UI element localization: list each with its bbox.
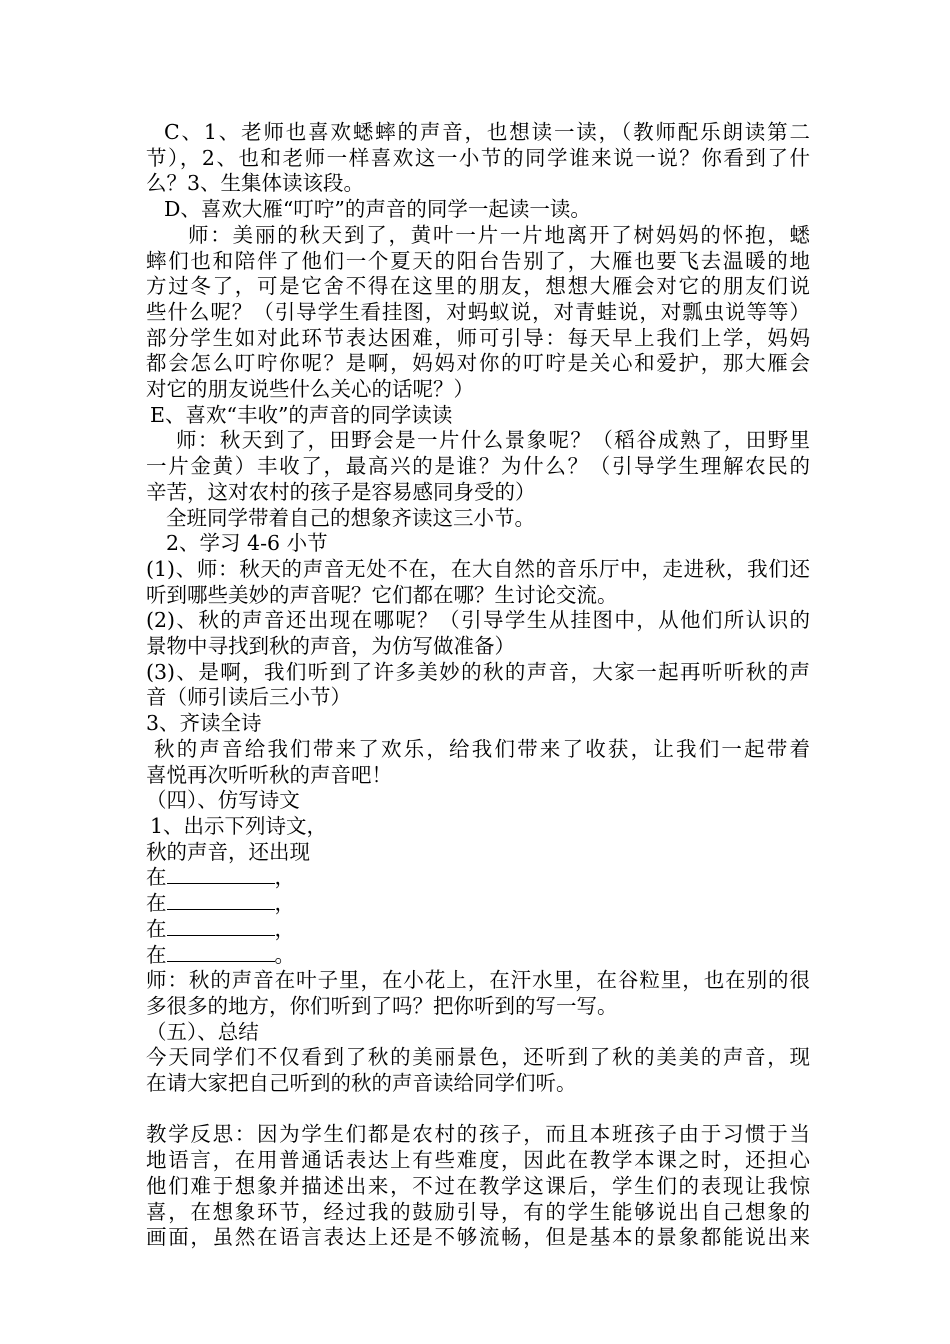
reflection-line: 画面，虽然在语言表达上还是不够流畅，但是基本的景象都能说出来: [146, 1225, 810, 1250]
paragraph-line: 么？3、生集体读该段。: [146, 171, 365, 196]
paragraph-line: 师：秋天到了，田野会是一片什么景象呢？（稻谷成熟了，田野里: [176, 428, 810, 453]
paragraph-line: 今天同学们不仅看到了秋的美丽景色，还听到了秋的美美的声音，现: [146, 1045, 810, 1070]
paragraph-line: 些什么呢？（引导学生看挂图，对蚂蚁说，对青蛙说，对瓢虫说等等）: [146, 299, 810, 324]
paragraph-line: (3)、是啊，我们听到了许多美妙的秋的声音，大家一起再听听秋的声: [146, 659, 810, 684]
paragraph-line: 对它的朋友说些什么关心的话呢？）: [146, 377, 474, 402]
blank-suffix: ，: [274, 865, 295, 890]
paragraph-line: 秋的声音，还出现: [146, 839, 310, 864]
paragraph-line: D、喜欢大雁“叮咛”的声音的同学一起读一读。: [164, 197, 591, 222]
blank-prefix: 在: [146, 891, 167, 916]
blank-suffix: ，: [274, 891, 295, 916]
paragraph-line: 蟀们也和陪伴了他们一个夏天的阳台告别了，大雁也要飞去温暖的地: [146, 248, 810, 273]
paragraph-line: 辛苦，这对农村的孩子是容易感同身受的）: [146, 479, 536, 504]
reflection-line: 教学反思：因为学生们都是农村的孩子，而且本班孩子由于习惯于当: [146, 1122, 810, 1147]
paragraph-line: 3、齐读全诗: [146, 711, 262, 736]
paragraph-line: (2)、秋的声音还出现在哪呢？（引导学生从挂图中，从他们所认识的: [146, 608, 810, 633]
paragraph-line: （四）、仿写诗文: [146, 788, 300, 813]
fill-in-blank-line: [146, 917, 810, 943]
answer-blank: [167, 865, 275, 884]
answer-blank: [167, 891, 275, 910]
paragraph-line: 师：美丽的秋天到了，黄叶一片一片地离开了树妈妈的怀抱，蟋: [188, 222, 810, 247]
paragraph-line: 2、学习 4-6 小节: [166, 531, 328, 556]
paragraph-line: 1、出示下列诗文，: [150, 813, 328, 838]
blank-prefix: 在: [146, 865, 167, 890]
paragraph-line: 全班同学带着自己的想象齐读这三小节。: [166, 505, 535, 530]
paragraph-line: 一片金黄）丰收了，最高兴的是谁？为什么？（引导学生理解农民的: [146, 454, 810, 479]
section-heading: （五）、总结: [146, 1019, 259, 1044]
paragraph-line: 方过冬了，可是它舍不得在这里的朋友，想想大雁会对它的朋友们说: [146, 274, 810, 299]
fill-in-blank-line: [146, 865, 810, 891]
answer-blank: [167, 917, 275, 936]
reflection-line: 地语言，在用普通话表达上有些难度，因此在教学本课之时，还担心: [146, 1148, 810, 1173]
document-body: [146, 120, 810, 1251]
blank-suffix: 。: [274, 942, 295, 967]
paragraph-line: 都会怎么叮咛你呢？是啊，妈妈对你的叮咛是关心和爱护，那大雁会: [146, 351, 810, 376]
paragraph-line: 音（师引读后三小节）: [146, 685, 351, 710]
paragraph-line: 听到哪些美妙的声音呢？它们都在哪？生讨论交流。: [146, 582, 618, 607]
paragraph-line: E、喜欢“丰收”的声音的同学读读: [150, 402, 453, 427]
paragraph-line: 景物中寻找到秋的声音，为仿写做准备）: [146, 634, 515, 659]
fill-in-blank-line: [146, 891, 810, 917]
answer-blank: [167, 943, 275, 962]
reflection-line: 喜，在想象环节，经过我的鼓励引导，有的学生能够说出自己想象的: [146, 1199, 810, 1224]
fill-in-blank-line: [146, 943, 810, 969]
paragraph-line: 在请大家把自己听到的秋的声音读给同学们听。: [146, 1071, 577, 1096]
paragraph-line: 节），2、也和老师一样喜欢这一小节的同学谁来说一说？你看到了什: [146, 145, 810, 170]
paragraph-line: 部分学生如对此环节表达困难，师可引导：每天早上我们上学，妈妈: [146, 325, 810, 350]
blank-suffix: ，: [274, 916, 295, 941]
reflection-line: 他们难于想象并描述出来，不过在教学这课后，学生们的表现让我惊: [146, 1173, 810, 1198]
paragraph-line: 多很多的地方，你们听到了吗？把你听到的写一写。: [146, 993, 618, 1018]
blank-prefix: 在: [146, 942, 167, 967]
blank-line: [146, 1097, 810, 1123]
paragraph-line: C、1、老师也喜欢蟋蟀的声音，也想读一读，（教师配乐朗读第二: [164, 120, 810, 144]
paragraph-line: 师：秋的声音在叶子里，在小花上，在汗水里，在谷粒里，也在别的很: [146, 968, 810, 993]
paragraph-line: 喜悦再次听听秋的声音吧！: [146, 762, 392, 787]
paragraph-line: 秋的声音给我们带来了欢乐，给我们带来了收获，让我们一起带着: [154, 736, 810, 761]
paragraph-line: (1)、师：秋天的声音无处不在，在大自然的音乐厅中，走进秋，我们还: [146, 556, 810, 581]
blank-prefix: 在: [146, 916, 167, 941]
